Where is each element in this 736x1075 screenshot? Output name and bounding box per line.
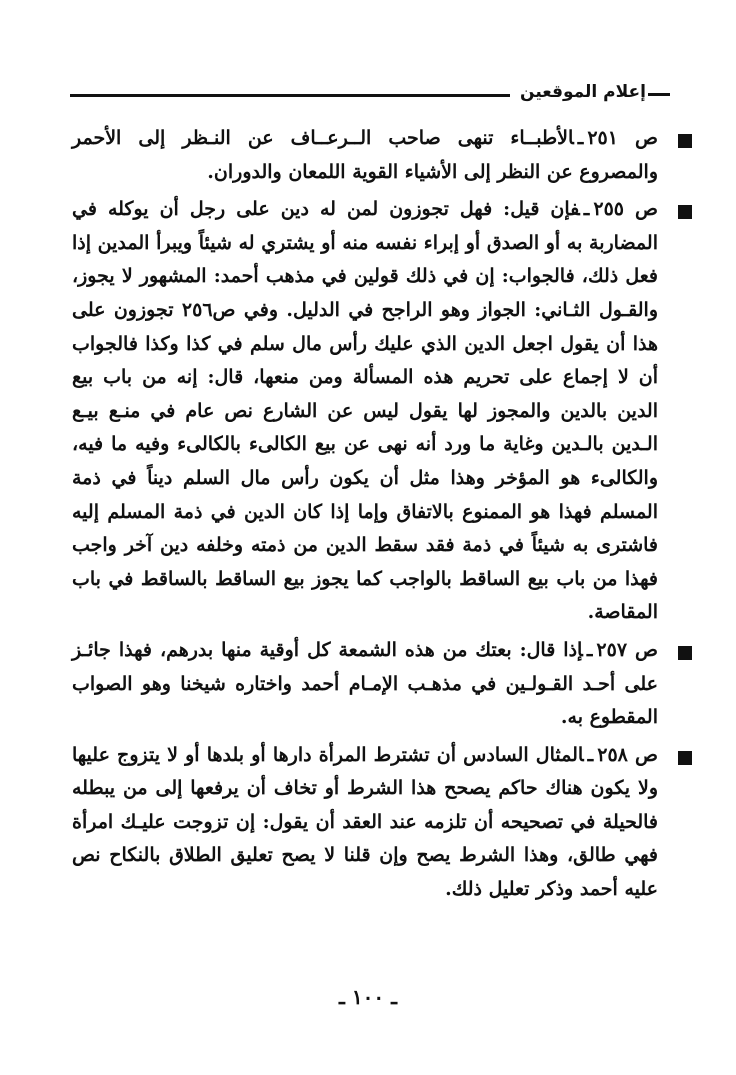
entry-255 xyxy=(72,193,658,630)
entry-text: الأطبــاء تنهى صاحب الــرعــاف عن النـظر إلى الأحمر والمصروع عن النظر إلى الأشياء القوية اللمعان والدوران. xyxy=(72,127,658,183)
running-header-title: إعلام الموقعين xyxy=(510,82,646,102)
square-bullet-icon xyxy=(678,205,692,219)
entry-text: إذا قال: بعتك من هذه الشمعة كل أوقية منها بدرهم، فهذا جائـز على أحـد القـولـين في مذهـب الإمـام أحمد واختاره شيخنا وهو الصواب المقطوع به. xyxy=(72,638,658,729)
square-bullet-icon xyxy=(678,751,692,765)
page-body xyxy=(72,122,658,911)
header-dash xyxy=(648,93,670,96)
entry-251 xyxy=(72,122,658,189)
page-reference: ص ٢٥١ xyxy=(587,127,658,149)
square-bullet-icon xyxy=(678,646,692,660)
header-rule xyxy=(70,94,536,97)
page-reference: ص ٢٥٥ xyxy=(593,198,658,221)
page-reference: ص ٢٥٨ xyxy=(597,743,658,766)
page-reference: ص ٢٥٧ xyxy=(596,638,658,661)
separator: ـ xyxy=(586,638,593,661)
page-number: ـ ١٠٠ ـ xyxy=(339,985,397,1009)
entry-258 xyxy=(72,739,658,907)
entry-257 xyxy=(72,634,658,735)
separator: ـ xyxy=(583,198,590,221)
entry-text: فإن قيل: فهل تجوزون لمن له دين على رجل أن يوكله في المضاربة به أو الصدق أو إبراء نفسه منه أو يشتري له شيئاً ويبرأ المدين إذا فعل ذلك، فالجواب: إن في ذلك قولين في مذهب أحمد: المشهور لا يجوز، والقـول الثـاني: الجواز وهو الراجح في الدليل. وفي ص٢٥٦ تجوزون على هذا أن يقول اجعل الدين الذي عليك رأس مال سلم في كذا وكذا فالجواب أن لا إجماع على تحريم هذه المسألة ومن منعها، قال: إنه من باب بيع الدين بالدين والمجوز لها يقول ليس عن الشارع نص عام في منـع بيـع الـدين بالـدين وغاية ما ورد أنه نهى عن بيع الكالىء بالكالىء وفيه ما فيه، والكالىء هو المؤخر وهذا مثل أن يكون رأس مال السلم ديناً في ذمة المسلم فهذا هو الممنوع بالاتفاق وإما إذا كان الدين في ذمة المسلم إليه فاشترى به شيئاً في ذمة فقد سقط الدين من ذمته وخلفه دين آخر واجب فهذا من باب بيع الساقط بالواجب كما يجوز بيع الساقط بالساقط في باب المقاصة. xyxy=(72,198,658,624)
separator: ـ xyxy=(587,743,594,766)
square-bullet-icon xyxy=(678,134,692,148)
separator: ـ xyxy=(577,127,584,149)
entry-text: المثال السادس أن تشترط المرأة دارها أو بلدها أو لا يتزوج عليها ولا يكون هناك حاكم يصحح هذا الشرط أو تخاف أن يرفعها إلى من يبطله فالحيلة في تصحيحه أن تلزمه عند العقد أن يقول: إن تزوجت عليـك امرأة فهي طالق، وهذا الشرط يصح وإن قلنا لا يصح تعليق الطلاق بالنكاح نص عليه أحمد وذكر تعليل ذلك. xyxy=(72,743,658,901)
